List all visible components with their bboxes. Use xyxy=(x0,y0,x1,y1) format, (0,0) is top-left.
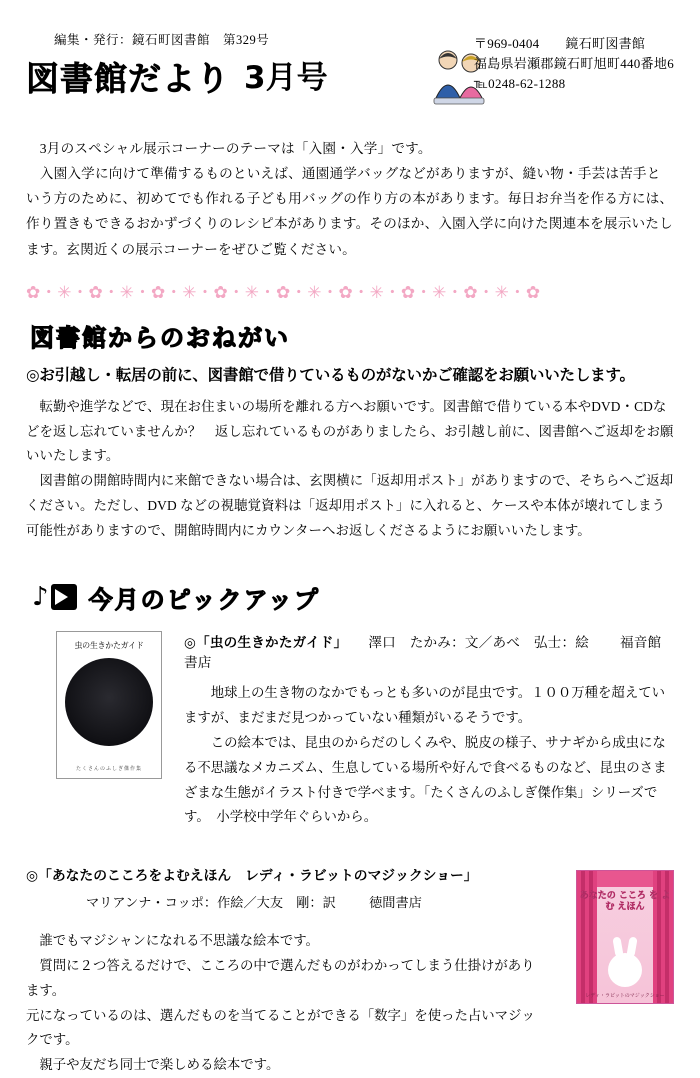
page-title: 図書館だより xyxy=(26,59,230,99)
book-description-1 xyxy=(184,681,674,830)
book-description-2-p3: 元になっているのは、選んだものを当てることができる「数字」を使った占いマジックです。 xyxy=(26,1007,535,1048)
music-note-icon: ♪ xyxy=(32,582,49,613)
pickup-heading: 今月のピックアップ xyxy=(88,585,320,614)
book-cover-1-art xyxy=(65,658,153,746)
book-entry-2 xyxy=(26,864,674,1078)
notice-body xyxy=(26,395,674,544)
notice-paragraph-1: 転勤や進学などで、現在お住まいの場所を離れる方へお願いです。図書館で借りている本やDVD・CDなどを返し忘れていませんか？ 返し忘れているものがありましたら、お引越し前に、図書館へご返却をお願いいたします。 xyxy=(26,398,674,464)
book-title-line-1 xyxy=(184,631,674,671)
book-title-2: ◎「あなたのこころをよむえほん レディ・ラビットのマジックショー」 xyxy=(26,868,478,885)
rabbit-icon xyxy=(608,953,642,987)
book-description-1-p1: 地球上の生き物のなかでもっとも多いのが昆虫です。１００万種を超えていますが、まだまだ見つかっていない種類がいるそうです。 xyxy=(184,685,665,726)
book-cover-2-subtitle: レディ・ラビットのマジックショー xyxy=(585,994,665,1000)
pickup-heading-row xyxy=(32,577,674,617)
month-label: 3月号 xyxy=(244,60,328,96)
book-description-2-p1: 誰でもマジシャンになれる不思議な絵本です。 xyxy=(26,933,319,949)
masthead xyxy=(26,30,674,122)
book-description-2-p2: 質問に２つ答えるだけで、こころの中で選んだものがわかってしまう仕掛けがあります。 xyxy=(26,958,535,998)
play-flag-icon xyxy=(51,584,77,610)
book-entry-1 xyxy=(26,631,674,830)
book-description-2-p4: 親子や友だち同士で楽しめる絵本です。 xyxy=(26,1057,280,1073)
library-tel: ℡0248-62-1288 xyxy=(473,76,566,92)
library-name: 鏡石町図書館 xyxy=(565,36,646,51)
library-address: 福島県岩瀬郡鏡石町旭町440番地6 xyxy=(473,56,674,72)
book-info-1 xyxy=(184,631,674,830)
book-cover-1-series: たくさんのふしぎ傑作集 xyxy=(75,767,142,773)
notice-paragraph-2: 図書館の開館時間内に来館できない場合は、玄関横に「返却用ポスト」がありますので、そちらへご返却ください。ただし、DVD などの視聴覚資料は「返却用ポスト」に入れると、ケースや本体が壊れてしまう可能性がありますので、開館時間内にカウンターへお返しくださるようにお願いいたします。 xyxy=(26,473,674,538)
library-info xyxy=(474,34,674,94)
book-cover-1 xyxy=(56,631,162,779)
issue-line: 編集・発行：鏡石町図書館 第329号 xyxy=(54,33,270,47)
book-cover-2 xyxy=(576,870,674,1004)
notice-lead: ◎お引越し・転居の前に、図書館で借りているものがないかご確認をお願いいたします。 xyxy=(26,365,635,384)
book-description-2 xyxy=(26,929,546,1078)
book-title-1: ◎「虫の生きかたガイド」 xyxy=(184,635,348,652)
postal-code: 〒969-0404 xyxy=(473,36,540,51)
intro-paragraph-1: 3月のスペシャル展示コーナーのテーマは「入園・入学」です。 xyxy=(26,141,432,156)
book-author-2: マリアンナ・コッポ：作絵／大友 剛：訳 xyxy=(86,895,336,911)
book-cover-2-title: あなたの こころ を よむ えほん xyxy=(579,891,671,912)
intro-paragraph-2: 入園入学に向けて準備するものといえば、通園通学バッグなどがありますが、縫い物・手芸は苦手という方のために、初めてでも作れる子ども用バッグの作り方の本があります。毎日お弁当を作る方には、作り置きもできるおかずづくりのレシピ本があります。そのほか、入園入学に向けた関連本を展示いたします。玄関近くの展示コーナーをぜひご覧ください。 xyxy=(26,166,674,257)
intro-section xyxy=(26,136,674,262)
notice-heading: 図書館からのおねがい xyxy=(30,323,290,352)
book-publisher-1: 福音館書店 xyxy=(184,635,662,671)
book-description-1-p2: この絵本では、昆虫のからだのしくみや、脱皮の様子、サナギから成虫になる不思議なメカニズム、生息している場所や好んで食べるものなど、昆虫のさまざまな生態がイラスト付きで学べます。「たくさんのふしぎ傑作集」シリーズです。 小学校中学年ぐらいから。 xyxy=(184,735,667,825)
book-publisher-2: 徳間書店 xyxy=(369,895,422,911)
flower-divider: ✿・✳・✿・✳・✿・✳・✿・✳・✿・✳・✿・✳・✿・✳・✿・✳・✿ xyxy=(26,283,541,303)
book-author-1: 澤口 たかみ：文／あべ 弘士：絵 xyxy=(368,635,590,651)
book-cover-1-title: 虫の生きかたガイド xyxy=(74,641,144,651)
